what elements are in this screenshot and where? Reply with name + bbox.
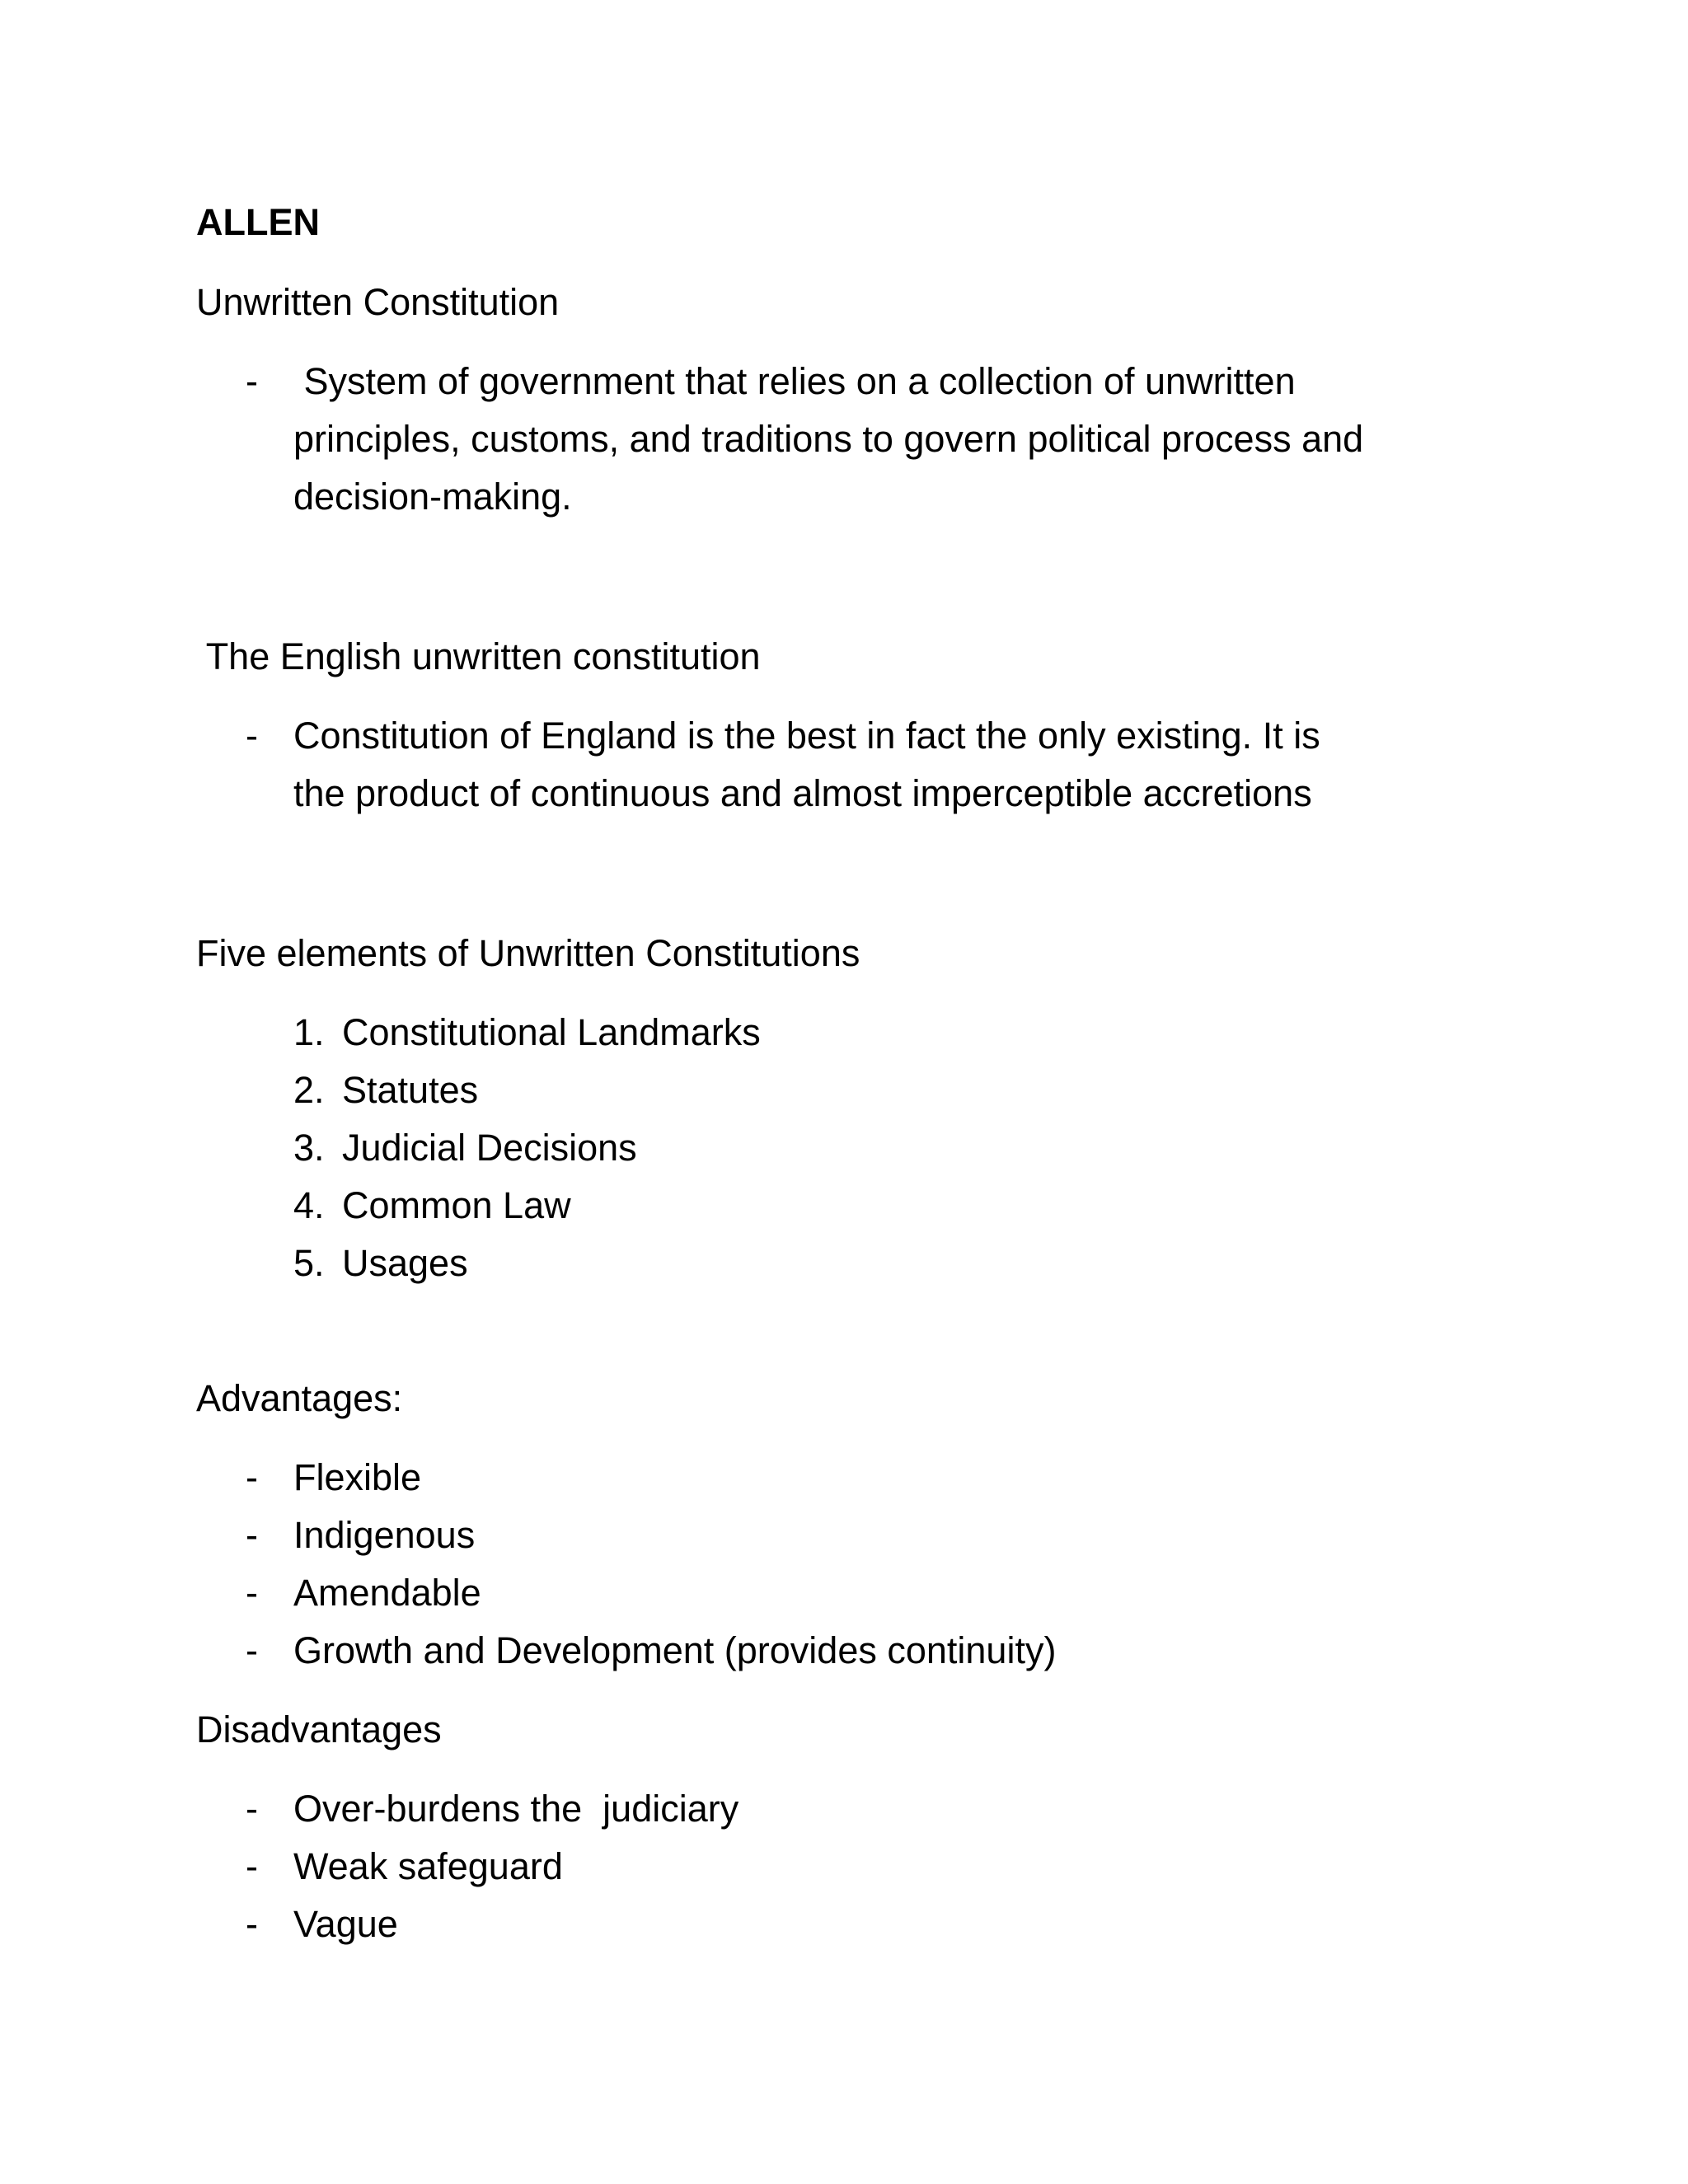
section-heading-unwritten-constitution: Unwritten Constitution bbox=[196, 281, 560, 323]
disadvantage-item-overburdens: Over-burdens the judiciary bbox=[293, 1788, 739, 1830]
advantage-item-flexible: Flexible bbox=[293, 1456, 422, 1498]
section-heading-advantages: Advantages: bbox=[196, 1377, 403, 1419]
list-item-usages: Usages bbox=[342, 1242, 468, 1284]
definition-line-2: principles, customs, and traditions to govern political process and bbox=[293, 418, 1364, 460]
list-number: 3. bbox=[293, 1127, 325, 1169]
bullet-dash: - bbox=[246, 1845, 258, 1887]
list-item-statutes: Statutes bbox=[342, 1069, 479, 1111]
disadvantage-item-vague: Vague bbox=[293, 1903, 398, 1945]
definition-line-1: System of government that relies on a collection of unwritten bbox=[293, 360, 1296, 402]
list-number: 2. bbox=[293, 1069, 325, 1111]
advantage-item-indigenous: Indigenous bbox=[293, 1514, 476, 1556]
bullet-dash: - bbox=[246, 715, 258, 757]
document-title: ALLEN bbox=[196, 201, 320, 243]
advantage-item-growth: Growth and Development (provides continuity) bbox=[293, 1629, 1057, 1671]
bullet-dash: - bbox=[246, 360, 258, 402]
bullet-dash: - bbox=[246, 1456, 258, 1498]
list-number: 4. bbox=[293, 1184, 325, 1226]
bullet-dash: - bbox=[246, 1572, 258, 1614]
bullet-dash: - bbox=[246, 1788, 258, 1830]
section-heading-english-constitution: The English unwritten constitution bbox=[196, 635, 761, 677]
list-item-constitutional-landmarks: Constitutional Landmarks bbox=[342, 1011, 761, 1053]
section-heading-five-elements: Five elements of Unwritten Constitutions bbox=[196, 932, 860, 974]
bullet-dash: - bbox=[246, 1514, 258, 1556]
definition-line-3: decision-making. bbox=[293, 476, 572, 518]
advantage-item-amendable: Amendable bbox=[293, 1572, 481, 1614]
section-heading-disadvantages: Disadvantages bbox=[196, 1708, 442, 1750]
list-number: 1. bbox=[293, 1011, 325, 1053]
bullet-dash: - bbox=[246, 1903, 258, 1945]
bullet-dash: - bbox=[246, 1629, 258, 1671]
list-item-common-law: Common Law bbox=[342, 1184, 571, 1226]
english-constitution-line-2: the product of continuous and almost imperceptible accretions bbox=[293, 772, 1312, 814]
list-number: 5. bbox=[293, 1242, 325, 1284]
english-constitution-line-1: Constitution of England is the best in fact the only existing. It is bbox=[293, 715, 1320, 757]
list-item-judicial-decisions: Judicial Decisions bbox=[342, 1127, 637, 1169]
disadvantage-item-weak-safeguard: Weak safeguard bbox=[293, 1845, 563, 1887]
